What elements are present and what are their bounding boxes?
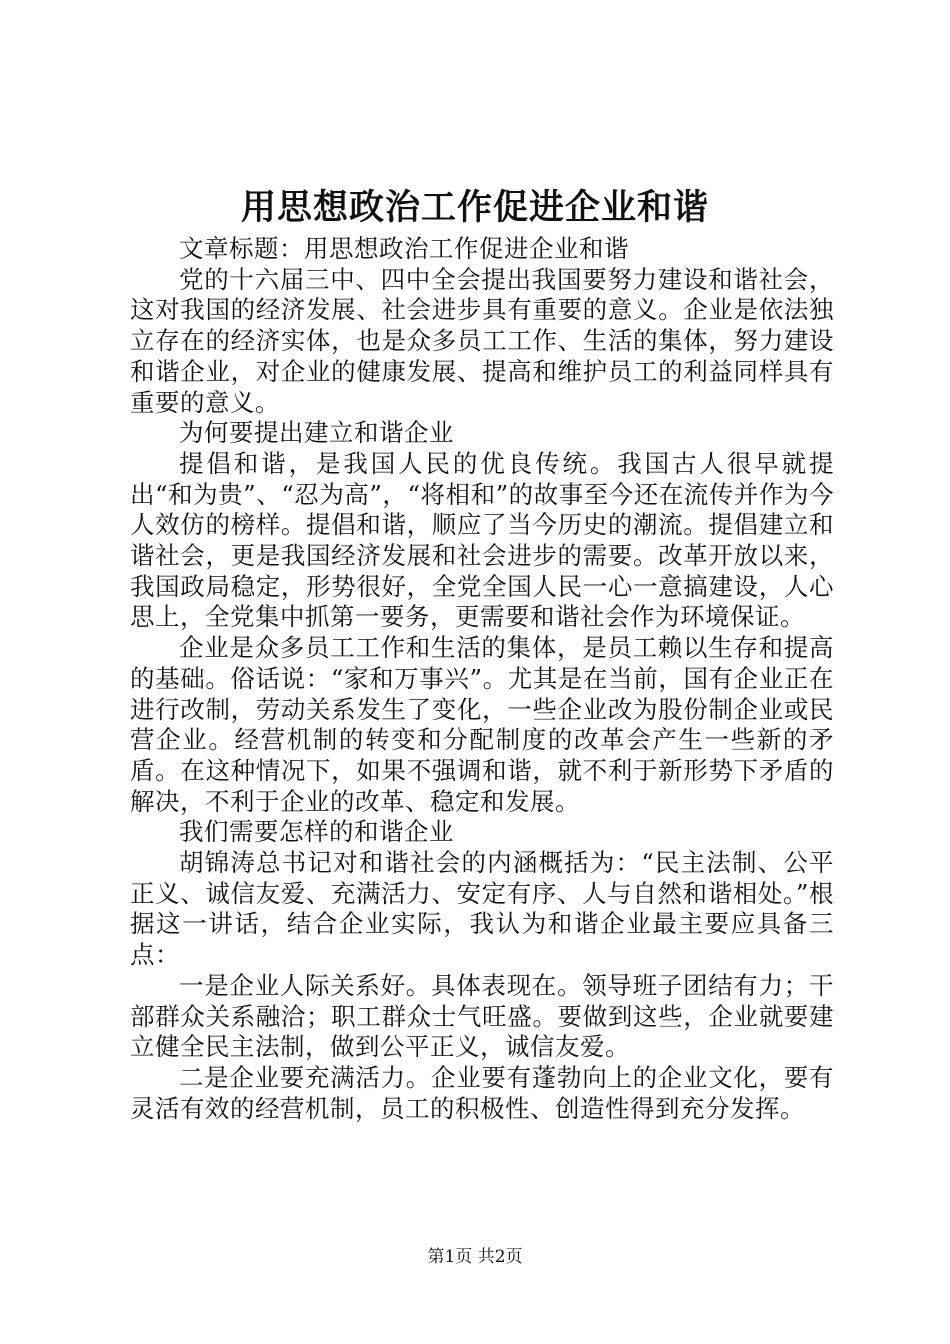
section-heading: 为何要提出建立和谐企业 bbox=[179, 418, 454, 448]
document-title: 用思想政治工作促进企业和谐 bbox=[240, 187, 709, 228]
paragraph: 二是企业要充满活力。企业要有蓬勃向上的企业文化，要有灵活有效的经营机制，员工的积极性、创造性得到充分发挥。 bbox=[130, 1062, 834, 1123]
document-body bbox=[130, 234, 834, 1124]
paragraph: 企业是众多员工工作和生活的集体，是员工赖以生存和提高的基础。俗话说：“家和万事兴”。尤其是在当前，国有企业正在进行改制，劳动关系发生了变化，一些企业改为股份制企业或民营企业。经营机制的转变和分配制度的改革会产生一些新的矛盾。在这种情况下，如果不强调和谐，就不利于新形势下矛盾的解决，不利于企业的改革、稳定和发展。 bbox=[130, 633, 834, 816]
paragraph: 提倡和谐，是我国人民的优良传统。我国古人很早就提出“和为贵”、“忍为高”，“将相和”的故事至今还在流传并作为今人效仿的榜样。提倡和谐，顺应了当今历史的潮流。提倡建立和谐社会，更是我国经济发展和社会进步的需要。改革开放以来，我国政局稳定，形势很好，全党全国人民一心一意搞建设，人心思上，全党集中抓第一要务，更需要和谐社会作为环境保证。 bbox=[130, 448, 834, 632]
page-number: 第1页 共2页 bbox=[427, 1247, 523, 1267]
paragraph: 党的十六届三中、四中全会提出我国要努力建设和谐社会，这对我国的经济发展、社会进步具有重要的意义。企业是依法独立存在的经济实体，也是众多员工工作、生活的集体，努力建设和谐企业，对企业的健康发展、提高和维护员工的利益同样具有重要的意义。 bbox=[130, 264, 834, 417]
paragraph: 胡锦涛总书记对和谐社会的内涵概括为：“民主法制、公平正义、诚信友爱、充满活力、安定有序、人与自然和谐相处。”根据这一讲话，结合企业实际，我认为和谐企业最主要应具备三点： bbox=[130, 848, 834, 970]
paragraph: 一是企业人际关系好。具体表现在。领导班子团结有力；干部群众关系融洽；职工群众士气旺盛。要做到这些，企业就要建立健全民主法制，做到公平正义，诚信友爱。 bbox=[130, 970, 834, 1062]
section-heading: 我们需要怎样的和谐企业 bbox=[179, 817, 454, 847]
article-title-line: 文章标题：用思想政治工作促进企业和谐 bbox=[179, 234, 629, 263]
